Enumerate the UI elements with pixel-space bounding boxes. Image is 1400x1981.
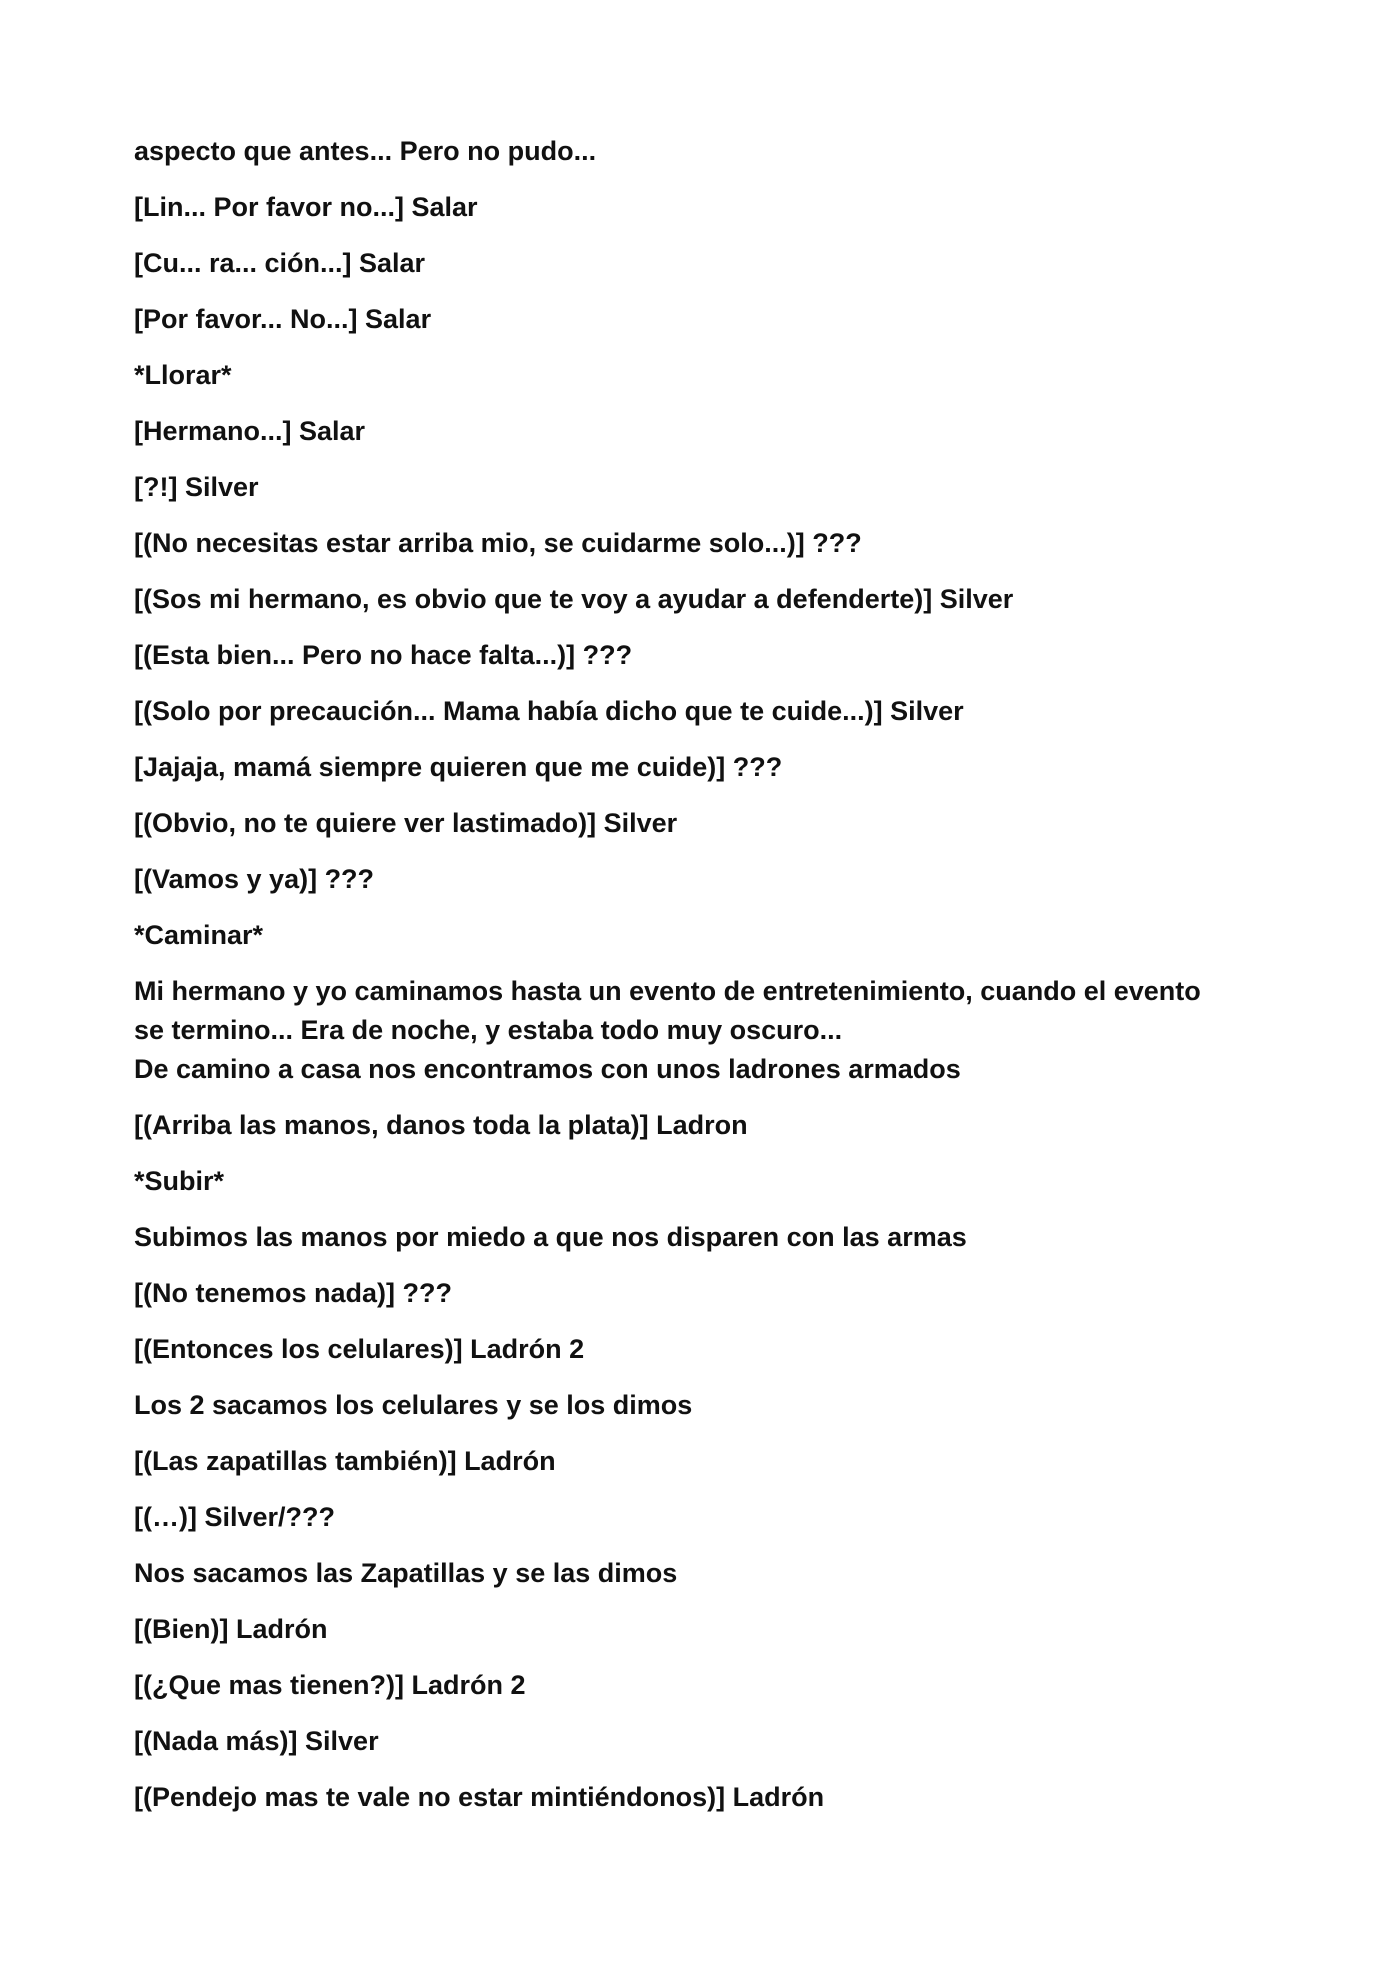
narration-line: Nos sacamos las Zapatillas y se las dimos <box>134 1558 678 1588</box>
dialogue-line: [Por favor... No...] Salar <box>134 304 432 334</box>
narration-line: Subimos las manos por miedo a que nos disparen con las armas <box>134 1222 967 1252</box>
dialogue-line: [Hermano...] Salar <box>134 416 366 446</box>
narration-line: De camino a casa nos encontramos con unos ladrones armados <box>134 1054 961 1084</box>
text-line: aspecto que antes... Pero no pudo... <box>134 136 597 166</box>
dialogue-line: [?!] Silver <box>134 472 259 502</box>
dialogue-line: [(Obvio, no te quiere ver lastimado)] Silver <box>134 808 678 838</box>
narration-line: Mi hermano y yo caminamos hasta un evento de entretenimiento, cuando el evento <box>134 976 1201 1006</box>
action-line: *Llorar* <box>134 360 232 390</box>
dialogue-line: [(Vamos y ya)] ??? <box>134 864 375 894</box>
narration-paragraph <box>134 972 1294 1089</box>
action-line: *Subir* <box>134 1166 225 1196</box>
dialogue-line: [(Pendejo mas te vale no estar mintiéndonos)] Ladrón <box>134 1782 825 1812</box>
dialogue-line: [(Esta bien... Pero no hace falta...)] ??? <box>134 640 633 670</box>
dialogue-line: [(Arriba las manos, danos toda la plata)] Ladron <box>134 1110 748 1140</box>
dialogue-line: [Cu... ra... ción...] Salar <box>134 248 426 278</box>
dialogue-line: [(Las zapatillas también)] Ladrón <box>134 1446 556 1476</box>
dialogue-line: [(Solo por precaución... Mama había dicho que te cuide...)] Silver <box>134 696 964 726</box>
dialogue-line: [(¿Que mas tienen?)] Ladrón 2 <box>134 1670 526 1700</box>
narration-line: Los 2 sacamos los celulares y se los dimos <box>134 1390 693 1420</box>
narration-line: se termino... Era de noche, y estaba todo muy oscuro... <box>134 1015 843 1045</box>
dialogue-line: [(No tenemos nada)] ??? <box>134 1278 452 1308</box>
action-line: *Caminar* <box>134 920 264 950</box>
dialogue-line: [(Entonces los celulares)] Ladrón 2 <box>134 1334 585 1364</box>
document-body <box>134 132 1294 1834</box>
dialogue-line: [(No necesitas estar arriba mio, se cuidarme solo...)] ??? <box>134 528 862 558</box>
dialogue-line: [(Bien)] Ladrón <box>134 1614 328 1644</box>
dialogue-line: [(Sos mi hermano, es obvio que te voy a ayudar a defenderte)] Silver <box>134 584 1014 614</box>
dialogue-line: [Jajaja, mamá siempre quieren que me cuide)] ??? <box>134 752 783 782</box>
dialogue-line: [Lin... Por favor no...] Salar <box>134 192 478 222</box>
dialogue-line: [(Nada más)] Silver <box>134 1726 379 1756</box>
dialogue-line: [(…)] Silver/??? <box>134 1502 335 1532</box>
